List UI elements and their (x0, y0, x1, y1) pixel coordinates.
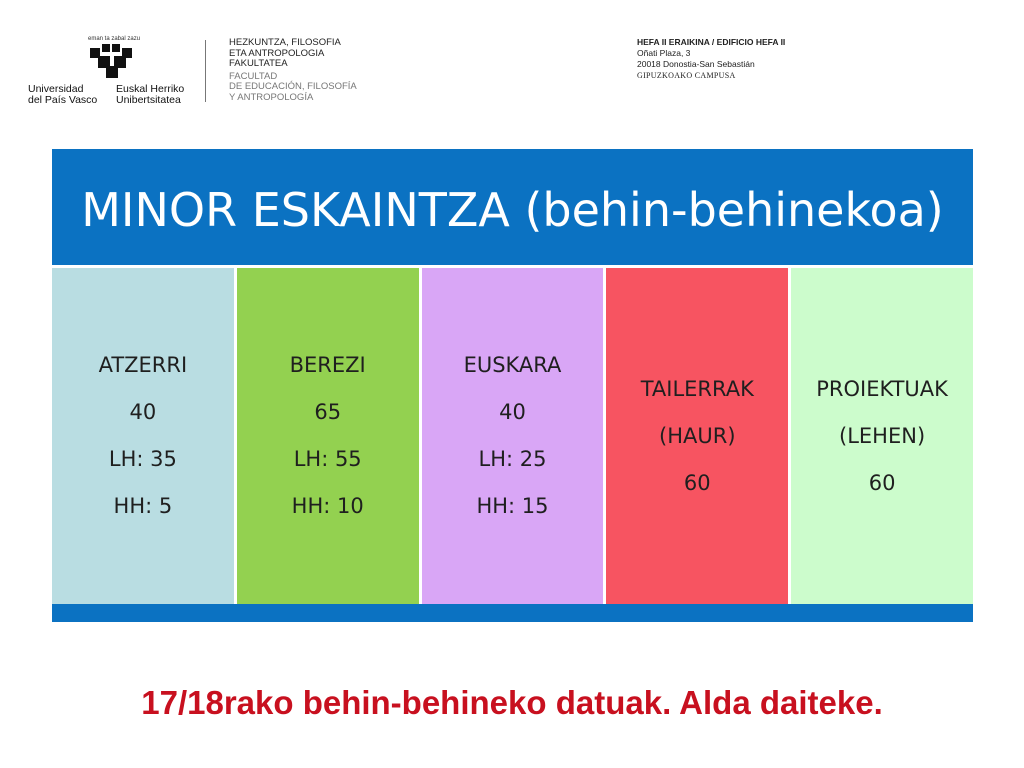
column-lh: LH: 55 (293, 447, 362, 471)
logo-spanish-name: Universidad del País Vasco (28, 83, 98, 106)
column-total: 65 (314, 400, 342, 424)
column-heading: PROIEKTUAK (816, 376, 948, 401)
table-columns (52, 265, 973, 604)
column-lh: LH: 35 (108, 447, 177, 471)
column-total: 40 (129, 400, 157, 424)
table-title: MINOR ESKAINTZA (behin-behinekoa) (81, 183, 944, 237)
column-heading: BEREZI (289, 353, 366, 377)
faculty-name-spanish: FACULTAD DE EDUCACIÓN, FILOSOFÍA Y ANTROPOLOGÍA (229, 70, 357, 103)
column-subheading: (LEHEN) (839, 423, 926, 448)
faculty-name (229, 38, 357, 103)
column-total: 40 (499, 400, 526, 424)
column-subheading: (HAUR) (659, 423, 736, 448)
column-heading: TAILERRAK (640, 376, 754, 401)
column-total: 60 (868, 470, 896, 495)
column-lh: LH: 25 (478, 447, 547, 471)
address-block (637, 37, 785, 81)
minor-offer-table (52, 149, 973, 622)
column-hh: HH: 15 (476, 494, 549, 518)
address-building: HEFA II ERAIKINA / EDIFICIO HEFA II (637, 37, 786, 47)
column-tailerrak (606, 268, 788, 604)
column-total: 60 (683, 470, 711, 495)
logo-motto: eman ta zabal zazu (88, 36, 141, 42)
provisional-data-note: 17/18rako behin-behineko datuak. Alda daiteke. (141, 684, 883, 721)
university-emblem-icon (86, 42, 138, 80)
column-hh: HH: 10 (291, 494, 364, 518)
column-berezi (237, 268, 419, 604)
university-logo (28, 36, 196, 106)
address-street: Oñati Plaza, 3 (637, 48, 691, 58)
faculty-name-basque: HEZKUNTZA, FILOSOFIA ETA ANTROPOLOGIA FAKULTATEA (229, 37, 341, 69)
address-city: 20018 Donostia-San Sebastián (637, 59, 755, 69)
header-divider (205, 40, 206, 102)
column-euskara (422, 268, 604, 604)
column-heading: EUSKARA (463, 353, 562, 377)
column-hh: HH: 5 (113, 494, 173, 518)
column-proiektuak (791, 268, 973, 604)
logo-basque-name: Euskal Herriko Unibertsitatea (116, 83, 185, 106)
address-campus: GIPUZKOAKO CAMPUSA (637, 71, 736, 80)
column-heading: ATZERRI (98, 353, 188, 377)
column-atzerri (52, 268, 234, 604)
